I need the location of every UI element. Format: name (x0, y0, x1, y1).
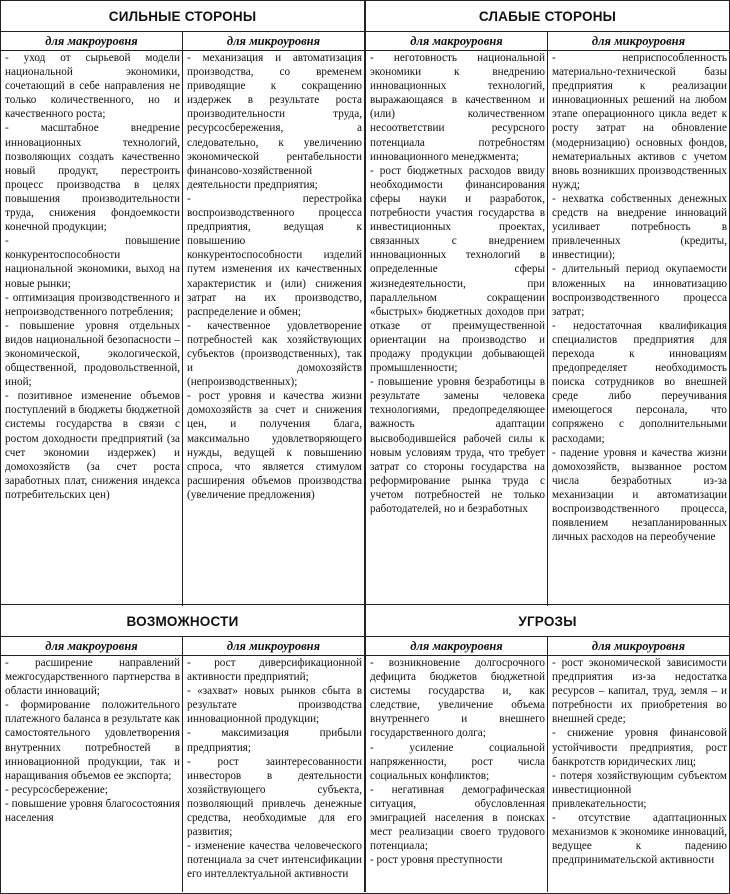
threats-micro-cell (547, 656, 729, 892)
list-item: - снижение уровня финансовой устойчивости предприятия, рост банкротств юридических лиц; (552, 727, 727, 768)
bottom-section (1, 606, 729, 892)
threats-macro-label: для макроуровня (364, 637, 547, 655)
list-item: - максимизация прибыли предприятия; (187, 727, 362, 754)
opportunities-micro-cell (182, 656, 364, 892)
list-item: - длительный период окупаемости вложенных на инноватизацию воспроизводственного процесса затрат; (552, 263, 727, 318)
list-item: - потеря хозяйствующим субъектом инвестиционной привлекательности; (552, 769, 727, 810)
section-divider (1, 604, 729, 605)
list-item: - масштабное внедрение инновационных технологий, позволяющих создать качественно новый продукт, перестроить процесс производства в целях повышения производительности труда, снижения фондоемкости конечной продукции; (5, 122, 180, 234)
list-item: - рост бюджетных расходов ввиду необходимости финансирования сферы науки и разработок, потребности участия государства в инвестиционных проектах, связанных с внедрением инновационных технологий в определенные сферы жизнедеятельности, при параллельном сокращении «быстрых» бюджетных доходов при отказе от преимущественной ориентации на производство и продажу продукции добывающей промышленности; (370, 164, 545, 375)
list-item: - расширение направлений межгосударственного партнерства в области инноваций; (5, 657, 180, 698)
strengths-title: СИЛЬНЫЕ СТОРОНЫ (108, 8, 257, 24)
list-item: - повышение конкурентоспособности национальной экономики, выход на новые рынки; (5, 235, 180, 290)
list-item: - рост уровня преступности (370, 854, 503, 867)
list-item: - позитивное изменение объемов поступлений в бюджеты бюджетной системы государства в связи с ростом доходности предприятий (за счет экономии издержек) и домохозяйств (за счет роста заработных плат, снижения индекса потребительских цен) (5, 390, 180, 501)
list-item: - падение уровня и качества жизни домохозяйств, вызванное ростом числа безработных из-за механизации и автоматизации воспроизводственного процесса, появлением незапланированных личных расходов на переобучение (552, 446, 727, 544)
list-item: - механизация и автоматизация производства, со временем приводящие к сокращению издержек в результате роста производительности труда, ресурсосбережения, а следовательно, к увеличению экономической рентабельности финансово-хозяйственной деятельности предприятия; (187, 52, 362, 191)
list-item: - уход от сырьевой модели национальной экономики, сочетающий в себе направления не только количественного, но и качественного роста; (5, 52, 180, 121)
threats-micro-label: для микроуровня (547, 637, 729, 655)
list-item: - изменение качества человеческого потенциала за счет интенсификации его интеллектуальной активности (187, 840, 362, 881)
list-item: - повышение уровня безработицы в результате замены человека технологиями, предопределяющее важность адаптации высвободившейся рабочей силы к новым условиям труда, что требует затрат со стороны государства на реформирование рынка труда с учетом потребностей не только работодателей, но и безработных (370, 376, 545, 515)
list-item: - оптимизация производственного и непроизводственного потребления; (5, 291, 180, 318)
weaknesses-micro-cell (547, 51, 729, 606)
weaknesses-macro-label: для макроуровня (364, 32, 547, 50)
list-item: - усиление социальной напряженности, рост числа социальных конфликтов; (370, 741, 545, 782)
list-item: - отсутствие адаптационных механизмов к экономике инноваций, ведущее к падению предпринимательской активности (552, 812, 727, 867)
list-item: - рост диверсификационной активности предприятий; (187, 657, 362, 684)
list-item: - «захват» новых рынков сбыта в результате производства инновационной продукции; (187, 685, 362, 726)
list-item: - рост уровня и качества жизни домохозяйств за счет и снижения цен, и получения блага, максимально удовлетворяющего нужды, ведущей к повышению спроса, что является стимулом расширения объемов производства (увеличение предложения) (187, 390, 362, 501)
strengths-macro-cell (1, 51, 182, 606)
list-item: - повышение уровня благосостояния населения (5, 797, 180, 825)
threats-macro-cell (364, 656, 547, 892)
threats-title: УГРОЗЫ (364, 606, 729, 636)
strengths-micro-label: для микроуровня (182, 32, 364, 50)
list-item: - неприспособленность материально-технической базы предприятия к реализации инновационных решений на любом этапе операционного цикла ведет к росту затрат на обновление (модернизацию) основных фондов, нематериальных активов с учетом вновь возникших производственных нужд; (552, 52, 727, 191)
list-item: - неготовность национальной экономики к внедрению инновационных технологий, выражающаяся в качественном и (или) количественном несоответствии ресурсного потенциала потребностям инновационного менеджмента; (370, 52, 545, 163)
weaknesses-macro-cell (364, 51, 547, 606)
list-item: - перестройка воспроизводственного процесса предприятия, ведущая к повышению конкурентоспособности изделий путем изменения их качественных характеристик и (или) снижения затрат на их производство, распределение и обмен; (187, 192, 362, 318)
top-section (1, 1, 729, 606)
strengths-macro-label: для макроуровня (45, 33, 138, 48)
weaknesses-title: СЛАБЫЕ СТОРОНЫ (364, 1, 729, 31)
list-item: - нехватка собственных денежных средств на внедрение инноваций усиливает потребность в привлеченных (кредиты, инвестиции); (552, 192, 727, 262)
list-item: - качественное удовлетворение потребностей как хозяйствующих субъектов (производственных), так и домохозяйств (непроизводственных); (187, 319, 362, 389)
strengths-micro-cell (182, 51, 364, 606)
list-item: - рост заинтересованности инвесторов в деятельности хозяйствующего субъекта, позволяющий привлечь денежные средства, необходимые для его развития; (187, 755, 362, 839)
weaknesses-micro-label: для микроуровня (547, 32, 729, 50)
opportunities-title: ВОЗМОЖНОСТИ (126, 613, 239, 629)
opportunities-macro-cell (1, 656, 182, 892)
list-item: - формирование положительного платежного баланса в результате как самостоятельного удовлетворения внутренних потребностей в инновационной продукции, так и наращивания объемов ее экспорта; (5, 699, 180, 782)
opportunities-micro-label: для микроуровня (182, 637, 364, 655)
list-item: - повышение уровня отдельных видов национальной безопасности – экономической, экологической, общественной, продовольственной, иной; (5, 319, 180, 389)
list-item: - недостаточная квалификация специалистов предприятия для перехода к инновациям предопределяет необходимость поиска сотрудников во внешней среде либо переучивания имеющегося персонала, что сопряжено с дополнительными расходами; (552, 319, 727, 445)
list-item: - возникновение долгосрочного дефицита бюджетов бюджетной системы государства и, как следствие, увеличение объема внутреннего и внешнего государственного долга; (370, 657, 545, 740)
list-item: - рост экономической зависимости предприятия из-за недостатка ресурсов – капитал, труд, земля – и потребности их приобретения во внешней среде; (552, 657, 727, 726)
list-item: - негативная демографическая ситуация, обусловленная эмиграцией населения в поисках мест реализации своего трудового потенциала; (370, 783, 545, 853)
opportunities-macro-label: для макроуровня (45, 638, 138, 653)
list-item: - ресурсосбережение; (5, 783, 108, 796)
